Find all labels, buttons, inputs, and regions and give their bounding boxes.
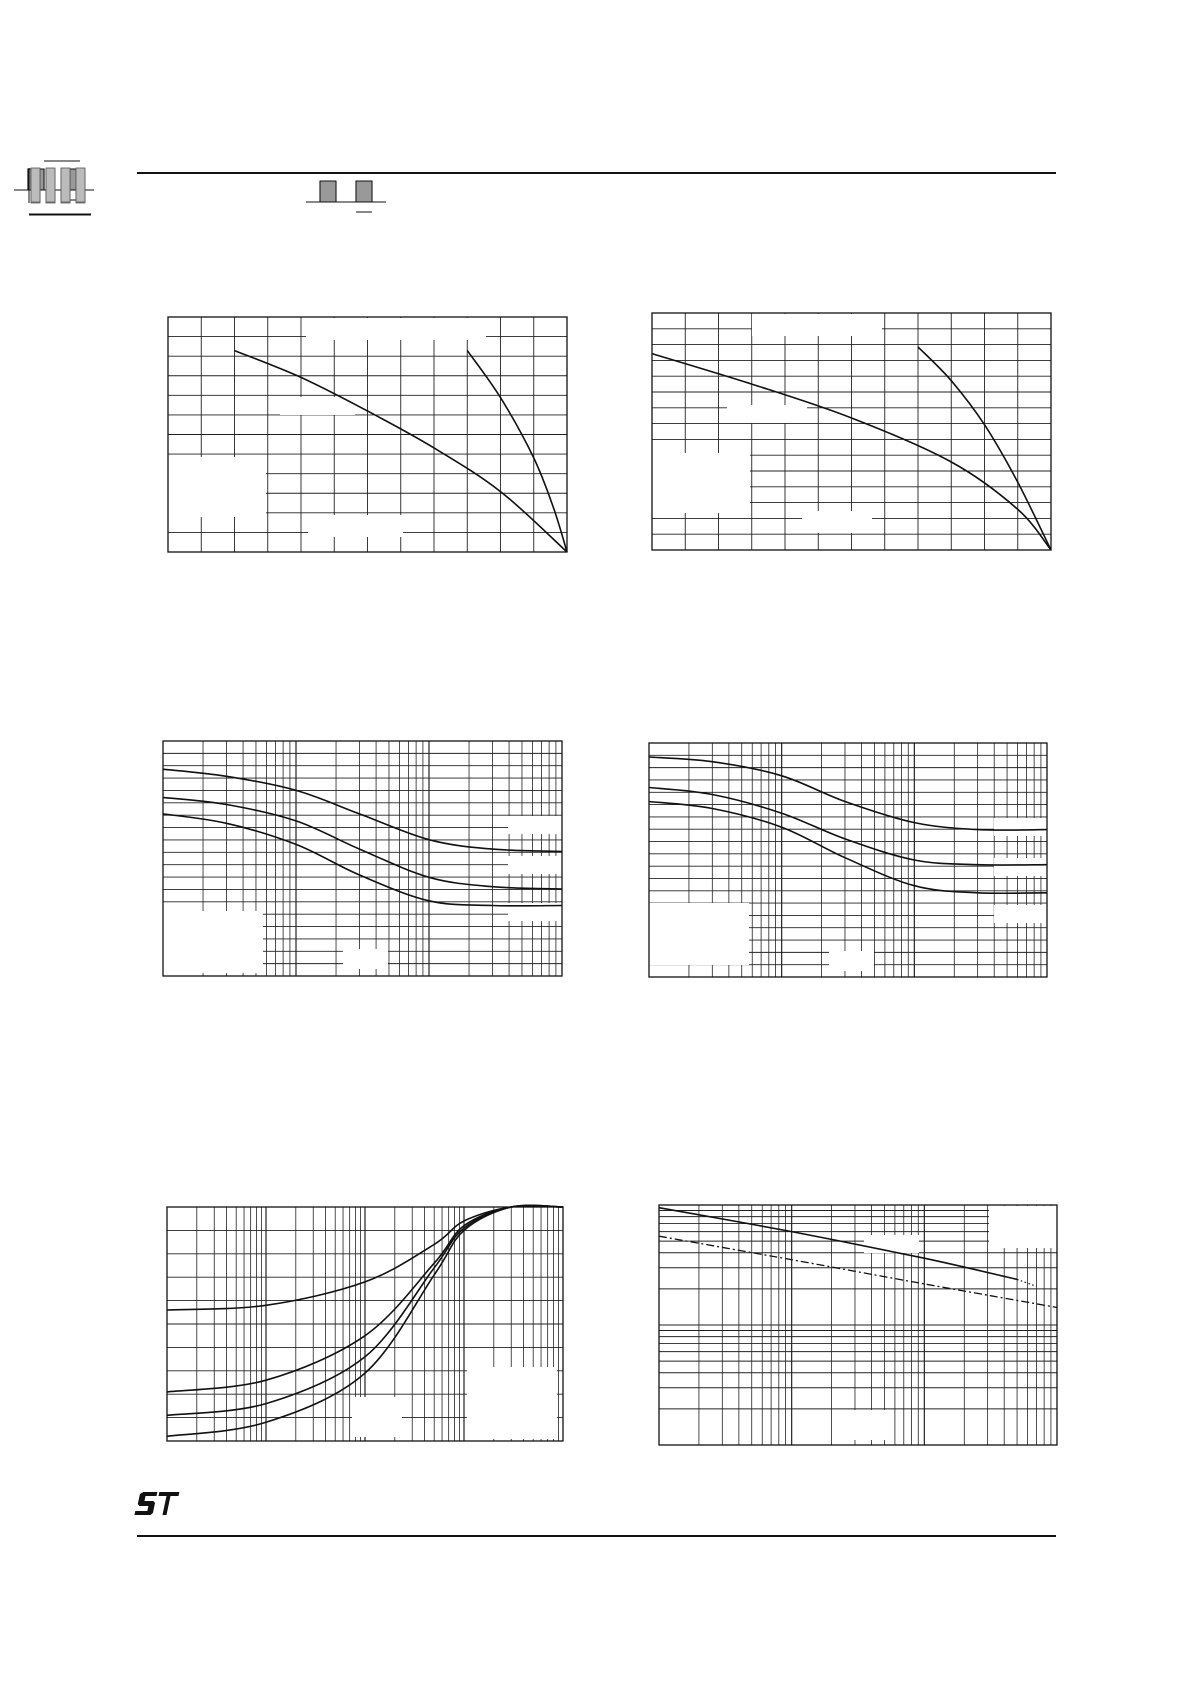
label-mask <box>306 318 486 340</box>
pulse-train-inset <box>29 168 91 214</box>
pulse-waveform <box>306 181 386 202</box>
pulse-hatch <box>320 181 336 202</box>
label-mask <box>508 856 564 874</box>
series-curve-a <box>163 769 562 851</box>
footer-rule <box>137 1535 1056 1537</box>
pulse-inset <box>306 173 386 212</box>
pulse-hatch <box>356 181 372 202</box>
label-mask <box>467 1367 557 1439</box>
series-curve-b <box>467 351 567 552</box>
label-mask <box>343 949 388 969</box>
chart-fig4 <box>29 168 1050 977</box>
pulse-bar <box>61 168 70 202</box>
pulse-bar <box>46 168 55 202</box>
label-mask <box>752 314 882 336</box>
label-mask <box>652 453 750 513</box>
st-logo <box>134 1489 184 1517</box>
label-mask <box>508 816 564 834</box>
chart-fig3 <box>29 169 564 976</box>
pulse-bar <box>76 168 85 202</box>
series-curve-a-ext <box>1017 1279 1036 1286</box>
label-mask <box>829 951 874 971</box>
series-curve-b <box>163 797 562 889</box>
label-mask <box>308 515 403 537</box>
label-mask <box>864 1235 919 1253</box>
chart-fig6 <box>659 1205 1057 1445</box>
label-mask <box>352 1397 402 1437</box>
label-mask <box>839 1410 894 1440</box>
series-curve-c <box>649 802 1047 894</box>
label-mask <box>989 1206 1057 1248</box>
pulse-bar <box>31 168 40 202</box>
label-mask <box>163 911 263 973</box>
label-mask <box>727 405 807 423</box>
label-mask <box>802 511 872 533</box>
label-mask <box>994 818 1050 836</box>
label-mask <box>649 903 749 965</box>
label-mask <box>994 858 1050 876</box>
label-mask <box>168 457 266 517</box>
label-mask <box>994 905 1050 923</box>
chart-fig1 <box>14 161 567 552</box>
label-mask <box>280 397 355 415</box>
